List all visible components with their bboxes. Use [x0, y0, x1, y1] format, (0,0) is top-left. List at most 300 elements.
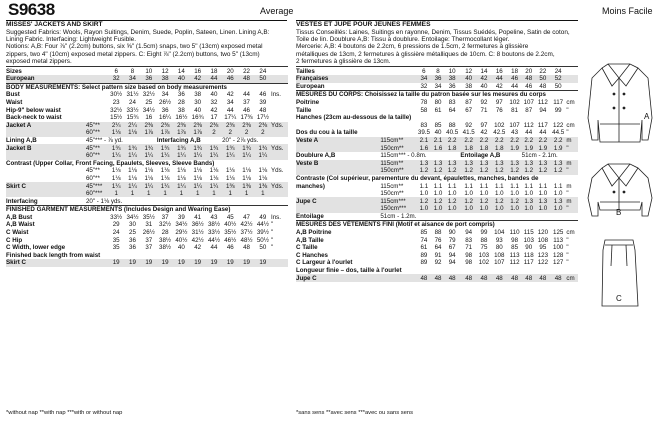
fr-longueur-row: [296, 274, 578, 282]
fr-veste-a-row-value: 1.6: [419, 144, 429, 152]
en-skirt-c-row: [6, 190, 288, 198]
fr-veste-a-row-width: 115cm**: [380, 136, 404, 144]
en-skirt-c-row-value: 1⅜: [258, 182, 268, 190]
en-finished-row-width: [86, 221, 108, 229]
fr-contraste-row-value: 1.0: [524, 190, 534, 198]
fr-veste-b-row-width: 150cm**: [380, 167, 404, 175]
en-body-row-width: [86, 106, 108, 114]
en-contrast-row-width: 45"**: [85, 167, 100, 175]
fr-finished-row-unit: ": [566, 244, 569, 252]
difficulty-en: Average: [260, 6, 294, 16]
fr-longueur-row-unit: cm: [566, 274, 575, 282]
fr-veste-b-row-label: [296, 167, 380, 175]
en-finished-row-width: [86, 229, 108, 237]
en-finished-row-width: [86, 236, 108, 244]
en-contrast-row-value: 1⅛: [258, 167, 268, 175]
fr-contraste-title: [296, 175, 578, 183]
en-european-row-value: 36: [145, 75, 153, 83]
en-jacket-a-row: [6, 129, 288, 137]
fr-jupe-c-row-value: 1.0: [553, 205, 563, 213]
en-finished-row-label: A,B Waist: [6, 221, 35, 229]
en-finished-row-value: 32½: [159, 221, 172, 229]
en-body-row: [6, 91, 288, 99]
fr-body-row: [296, 99, 578, 107]
fr-finished-row-value: 120: [537, 229, 549, 237]
fr-entoilage-row-label: Entoilage: [296, 212, 324, 220]
en-jacket-b-row-value: 1¼: [128, 152, 137, 160]
fr-veste-b-row-value: 1.3: [464, 159, 473, 167]
en-finished-row-label: C Hip: [6, 236, 23, 244]
fr-veste-a-row-value: 1.6: [433, 144, 443, 152]
en-jacket-a-row-label: Jacket A: [6, 121, 32, 129]
fr-contraste-row-value: 1.1: [447, 182, 457, 190]
en-european-row-value: 40: [177, 75, 185, 83]
view-c-label: C: [616, 294, 622, 303]
fr-body-row-value: 71: [480, 106, 488, 114]
fr-veste-a-row-value: 2.2: [538, 136, 548, 144]
en-european-row-value: 46: [226, 75, 234, 83]
en-jacket-b-row-label: Jacket B: [6, 144, 32, 152]
en-body-row-value: 46: [243, 106, 250, 114]
fr-contraste-row-value: 1.1: [479, 182, 489, 190]
en-lining-row-label: Lining A,B: [6, 136, 37, 144]
en-skirt-c-row-value: 1¼: [177, 182, 186, 190]
fr-contraste-row-width: 150cm**: [380, 190, 404, 198]
fr-finished-row-value: 108: [537, 236, 549, 244]
fr-finished-row-value: 94: [448, 259, 456, 267]
en-lining-row-value: 45"*** - ⅞ yd.: [85, 136, 123, 144]
en-skirt-c-row-value: 1: [147, 190, 151, 198]
fr-contraste-row-value: 1.0: [538, 190, 548, 198]
fr-european-row-value: 48: [539, 82, 547, 90]
fr-longueur-row-label: Jupe C: [296, 274, 317, 282]
en-body-row-width: [86, 114, 108, 122]
fr-finished-title: [296, 221, 578, 229]
fr-body-row-value: 81: [511, 106, 519, 114]
en-body-title: [6, 83, 288, 91]
en-skirt-c-row-width: 45"***: [85, 182, 103, 190]
fr-body-row-value: 87: [465, 98, 473, 106]
fr-european-row-value: 38: [465, 82, 473, 90]
fr-finished-row-unit: ": [566, 236, 569, 244]
fr-dos-row-value: 39.5: [417, 129, 430, 137]
en-european-row-value: 32: [112, 75, 120, 83]
en-jacket-b-row-value: 1¼: [177, 152, 186, 160]
en-body-row-value: 37: [243, 98, 250, 106]
fr-finished-row-value: 71: [465, 244, 473, 252]
fr-finished-title-text: MESURES DES VÊTEMENTS FINI (Motif et aisance de port compris): [296, 221, 495, 229]
en-finished-row-value: 35: [112, 244, 120, 252]
en-skirt-c-row-value: 1: [130, 190, 135, 198]
fr-veste-b-row-value: 1.3: [538, 159, 548, 167]
en-lining-row: [6, 137, 288, 145]
fr-francaises-row-value: 34: [420, 75, 428, 83]
fr-body-row-width: [380, 106, 415, 114]
en-jacket-a-row-unit: [271, 129, 288, 137]
fr-tailles-row-value: 22: [539, 67, 547, 75]
fr-contraste-row-value: 1.0: [479, 190, 489, 198]
fr-jupe-c-row-value: 1.0: [510, 205, 519, 213]
fr-jupe-c-row: [296, 197, 578, 205]
fr-veste-a-row-value: 2.2: [447, 136, 457, 144]
fr-finished-row-value: 89: [420, 259, 428, 267]
en-back-length-row-value: 19: [145, 259, 153, 267]
fr-contraste-row-value: 1.1: [419, 182, 429, 190]
en-finished-row-value: 37: [161, 213, 169, 221]
en-sizes-row-value: 14: [177, 67, 185, 75]
fr-jupe-c-row-value: 1.0: [538, 205, 548, 213]
en-finished-row-value: 42: [194, 244, 202, 252]
fr-veste-a-row-unit: ": [566, 144, 569, 152]
fr-finished-row-value: 123: [537, 251, 549, 259]
fr-body-row-value: 97: [495, 98, 503, 106]
fr-yardage-table: [296, 66, 578, 282]
en-finished-row-value: 29½: [175, 229, 188, 237]
en-jacket-b-row: [6, 152, 288, 160]
fr-veste-a-row-value: 1.9: [538, 144, 548, 152]
en-jacket-b-row-value: 1¼: [111, 152, 121, 160]
fr-veste-b-row-value: 1.2: [553, 167, 563, 175]
fr-body-row-value: 107: [523, 98, 534, 106]
en-skirt-c-row-value: 1: [244, 190, 249, 198]
fr-veste-b-row-value: 1.3: [553, 159, 563, 167]
fr-jupe-c-row-value: 1.2: [494, 197, 504, 205]
fr-contraste-row-value: 1.0: [419, 190, 429, 198]
fr-veste-b-row-value: 1.3: [433, 159, 443, 167]
fr-francaises-row-value: 50: [539, 75, 547, 83]
en-body-row-value: 39: [259, 98, 267, 106]
en-finished-row-value: 33½: [110, 213, 123, 221]
en-body-title-text: BODY MEASUREMENTS: Select pattern size based on body measurements: [6, 83, 227, 91]
fr-jupe-c-row-unit: m: [566, 197, 572, 205]
fr-finished-row-value: 91: [434, 251, 442, 259]
fr-body-row: [296, 106, 578, 114]
fr-veste-b-row: [296, 167, 578, 175]
en-finished-row-value: 34½: [175, 221, 188, 229]
fr-jupe-c-row-value: 1.2: [447, 197, 457, 205]
en-body-row-value: 23: [112, 98, 120, 106]
en-finished-row-value: 25: [129, 229, 136, 237]
en-jacket-a-row-unit: Yds.: [271, 121, 284, 129]
fr-fabrics: Tissus Conseillés: Laines, Suitings en rayonne, Denim, Tissus Suédés, Popeline, Satin de coton,: [296, 28, 570, 36]
en-skirt-c-row-value: 1¼: [111, 182, 121, 190]
en-body-row-value: 16¼: [159, 114, 172, 122]
fr-finished-row-value: 125: [553, 229, 564, 237]
fr-longueur-row-value: 48: [448, 274, 456, 282]
en-jacket-a-row-value: 2⅜: [225, 121, 235, 129]
en-sizes-row-value: 8: [130, 67, 135, 75]
en-body-row-unit: Ins.: [271, 91, 281, 99]
en-notions-3: exposed metal zippers.: [6, 58, 72, 66]
en-skirt-c-row-value: 1: [261, 190, 265, 198]
en-jacket-b-row-value: 1¼: [144, 152, 154, 160]
fr-contraste-row-value: 1.1: [524, 182, 534, 190]
fr-longueur-row-value: 48: [434, 274, 442, 282]
en-finished-row-label: C Waist: [6, 229, 29, 237]
en-body-row-value: 26½: [159, 98, 172, 106]
fr-francaises-row-value: 48: [525, 75, 533, 83]
en-jacket-a-row-value: 2: [228, 129, 232, 137]
en-european-row-width: [86, 75, 108, 83]
en-finished-row-value: 26½: [142, 229, 155, 237]
fr-veste-a-row-value: 2.2: [510, 136, 519, 144]
en-european-row-value: 34: [129, 75, 136, 83]
fr-contraste-row-value: 1.0: [553, 190, 563, 198]
fr-finished-row-value: 61: [420, 244, 428, 252]
fr-dos-row-width: [380, 129, 415, 137]
fr-finished-row-value: 94: [465, 229, 473, 237]
en-jacket-a-row-value: 2¼: [128, 121, 137, 129]
pattern-number: S9638: [8, 0, 55, 19]
en-body-row-value: 17: [210, 114, 218, 122]
en-contrast-row-width: 60"**: [85, 174, 100, 182]
fr-veste-a-row-value: 1.8: [494, 144, 504, 152]
en-finished-row: [6, 221, 288, 229]
fr-finished-row-value: 90: [525, 244, 533, 252]
en-finished-row-unit: ": [271, 229, 274, 237]
fr-finished-row-label: C Taille: [296, 244, 318, 252]
en-jacket-b-row-width: 45"**: [85, 144, 100, 152]
fr-finished-row-value: 110: [509, 229, 520, 237]
fr-veste-b-row-label: Veste B: [296, 159, 319, 167]
fr-fabrics-2: Toile de lin. Doublure A,B: Tissu à doublure. Entoilage: Thermocollant léger.: [296, 35, 510, 43]
fr-veste-a-row-label: [296, 144, 380, 152]
en-jacket-a-row-value: 1⅞: [144, 129, 154, 137]
fr-dos-row-value: 42.5: [493, 129, 506, 137]
fr-veste-b-row-value: 1.3: [419, 159, 429, 167]
fr-entoilage-row-value-2: [522, 213, 578, 221]
en-jacket-a-row-value: 2: [212, 129, 216, 137]
en-finished-row-value: 36½: [191, 221, 204, 229]
en-finished-row: [6, 244, 288, 252]
fr-european-row-value: 36: [448, 82, 456, 90]
fr-dos-row: [296, 129, 578, 137]
fr-notions: Mercerie: A,B: 4 boutons de 2.2cm, 6 pressions de 1.5cm, 2 fermetures à glissière: [296, 43, 529, 51]
en-contrast-row-value: 1⅛: [209, 167, 219, 175]
en-body-row-value: 36: [177, 91, 185, 99]
en-body-row-unit: [271, 114, 288, 122]
fr-contraste-row-value: 1.1: [494, 182, 504, 190]
fr-notions-2: métalliques de 13cm, 2 fermetures à glissière métalliques de 10cm. C: 8 boutons de 2.2cm,: [296, 50, 555, 58]
fr-veste-b-row-value: 1.2: [419, 167, 429, 175]
fr-longueur-row-value: 48: [480, 274, 488, 282]
fr-body-row-label: Poitrine: [296, 98, 320, 106]
en-contrast-row-value: 1⅛: [177, 167, 186, 175]
fr-veste-a-row-value: 1.9: [524, 144, 534, 152]
en-finished-row-value: 28: [161, 229, 169, 237]
en-finished-row-value: 50: [259, 244, 267, 252]
fr-dos-row-value: 40: [434, 129, 442, 137]
fr-body-row-unit: ": [566, 106, 569, 114]
fr-francaises-row-value: 44: [495, 75, 503, 83]
fr-veste-b-row-value: 1.3: [479, 159, 489, 167]
en-body-row-value: 40: [210, 91, 218, 99]
fr-finished-row-value: 67: [448, 244, 456, 252]
en-jacket-a-row-value: 1⅞: [160, 129, 170, 137]
fr-tailles-row-unit: [566, 67, 578, 75]
fr-finished-row-value: 94: [448, 251, 456, 259]
english-column: [6, 21, 288, 267]
en-finished-row-value: 40: [177, 244, 185, 252]
fr-finished-row-width: [380, 229, 415, 237]
fr-dos-row-value: 44: [539, 129, 547, 137]
fr-contraste-row-label: [296, 190, 380, 198]
en-interfacing-row-value-2: [222, 197, 288, 205]
en-finished-row-value: 42½: [240, 221, 253, 229]
en-jacket-b-row-value: 1¼: [193, 152, 202, 160]
fr-hanches-row-value: 102: [494, 121, 505, 129]
fr-jupe-c-row-unit: ": [566, 205, 569, 213]
en-body-row-width: [86, 99, 108, 107]
fr-veste-b-row-value: 1.2: [494, 167, 504, 175]
en-european-row-value: 38: [161, 75, 169, 83]
en-finished-row-value: 41: [194, 213, 202, 221]
en-jacket-a-row-value: 2⅜: [193, 121, 202, 129]
en-skirt-c-row-value: 1: [228, 190, 232, 198]
en-skirt-c-row-value: 1: [212, 190, 216, 198]
en-back-length-row-value: 19: [226, 259, 234, 267]
en-jacket-a-row-value: 1⅞: [193, 129, 202, 137]
en-jacket-b-row-value: 1¼: [258, 152, 268, 160]
fr-finished-row-label: A,B Poitrine: [296, 229, 332, 237]
fr-contraste-row-width: 115cm**: [380, 182, 404, 190]
en-body-row-value: 34½: [142, 106, 155, 114]
fr-longueur-title: [296, 267, 578, 275]
en-sizes-row-value: 24: [259, 67, 267, 75]
en-finished-row: [6, 229, 288, 237]
en-body-row-value: 17¼: [224, 114, 237, 122]
fr-finished-row-width: [380, 252, 415, 260]
difficulty-fr: Moins Facile: [602, 6, 653, 16]
en-finished-row-value: 49: [259, 213, 267, 221]
fr-jupe-c-row: [296, 205, 578, 213]
en-finished-row-value: 50½: [256, 236, 269, 244]
fr-finished-row-value: 103: [523, 236, 534, 244]
en-finished-row-unit: ": [271, 221, 274, 229]
fr-dos-row-value: 43: [511, 129, 519, 137]
fr-body-row-label: Taille: [296, 106, 312, 114]
fr-veste-a-row-value: 2.2: [553, 136, 563, 144]
fr-hanches-row-unit: cm: [566, 121, 575, 129]
fr-contraste-title-text: Contraste (Col supérieur, parementure du devant, épaulettes, manches, bandes de: [296, 174, 539, 182]
fr-finished-row-value: 108: [494, 251, 505, 259]
fr-finished-row-width: [380, 244, 415, 252]
en-contrast-row-value: 1⅛: [209, 174, 219, 182]
fr-tailles-row-value: 20: [525, 67, 533, 75]
fr-finished-row-value: 117: [523, 259, 534, 267]
en-finished-row-value: 35½: [142, 213, 155, 221]
fr-finished-row-value: 112: [509, 259, 520, 267]
en-jacket-b-row-value: 1¼: [225, 152, 235, 160]
en-jacket-a-row-value: 2⅜: [177, 121, 186, 129]
fr-hanches-row-label: [296, 122, 380, 130]
en-finished-row-width: [86, 244, 108, 252]
fr-entoilage-row-value: 51cm - 1.2m.: [380, 212, 417, 220]
fr-footnote: *sans sens **avec sens ***avec ou sans sens: [296, 410, 413, 416]
en-interfacing-row: [6, 197, 288, 205]
en-skirt-c-row-value: 1⅜: [225, 182, 235, 190]
fr-body-row-unit: cm: [566, 98, 575, 106]
fr-veste-a-row-value: 2.1: [433, 136, 443, 144]
fr-veste-a-row-value: 2.1: [419, 136, 429, 144]
en-jacket-a-row-value: 2⅜: [160, 121, 170, 129]
fr-finished-row-value: 85: [420, 229, 428, 237]
fr-veste-a-row-value: 2.2: [464, 136, 473, 144]
en-finished-row-value: 48½: [240, 236, 253, 244]
fr-finished-row-value: 113: [509, 251, 520, 259]
en-footnote: *without nap **with nap ***with or without nap: [6, 410, 123, 416]
en-contrast-row-value: 1⅛: [144, 167, 154, 175]
en-finished-row-value: 33½: [207, 229, 220, 237]
en-finished-row: [6, 214, 288, 222]
fr-tailles-row-value: 10: [448, 67, 456, 75]
fr-francaises-row-value: 40: [465, 75, 473, 83]
fr-tailles-row-value: 14: [480, 67, 488, 75]
en-back-length-row-value: 19: [210, 259, 218, 267]
en-body-row-value: 28: [177, 98, 185, 106]
fr-hanches-row-value: 107: [509, 121, 520, 129]
fr-doublure-row-value: 115cm*** - 0.8m.: [380, 152, 427, 160]
fr-francaises-row-value: 42: [480, 75, 488, 83]
fr-finished-row: [296, 259, 578, 267]
en-jacket-b-row-value: 1¾: [193, 144, 202, 152]
fr-contraste-row: [296, 190, 578, 198]
fr-body-row-value: 112: [537, 98, 548, 106]
fr-finished-row-label: C Largeur à l'ourlet: [296, 259, 353, 267]
en-european-row-value: 42: [194, 75, 202, 83]
fr-finished-row-unit: ": [566, 251, 569, 259]
en-contrast-row-value: 1⅛: [128, 167, 137, 175]
en-european-row-label: European: [6, 75, 35, 83]
en-finished-row-value: 44: [210, 244, 218, 252]
fr-finished-row-value: 76: [434, 236, 442, 244]
en-body-row-value: 38: [177, 106, 185, 114]
en-finished-row-value: 31: [145, 221, 153, 229]
fr-european-row-value: 46: [525, 82, 533, 90]
fr-jupe-c-row-value: 1.2: [510, 197, 519, 205]
fr-finished-row-value: 102: [478, 259, 490, 267]
fr-jupe-c-row-value: 1.2: [464, 197, 473, 205]
en-body-row: [6, 106, 288, 114]
fr-veste-a-row-width: 150cm**: [380, 144, 404, 152]
en-finished-row-value: 36: [129, 244, 136, 252]
en-finished-row-unit: ": [271, 236, 274, 244]
en-contrast-row-value: 1⅛: [242, 167, 251, 175]
fr-veste-b-row-unit: m: [566, 159, 572, 167]
en-sizes-row-width: [86, 67, 108, 75]
en-finished-row-value: 44½: [256, 221, 269, 229]
fr-body-title: [296, 91, 578, 99]
en-jacket-b-row-unit: Yds.: [271, 144, 284, 152]
en-sizes-row-value: 18: [210, 67, 218, 75]
en-body-row-value: 16: [145, 114, 153, 122]
en-skirt-c-row-unit: Yds.: [271, 182, 284, 190]
en-contrast-row: [6, 175, 288, 183]
en-jacket-b-row-value: 1¾: [242, 144, 251, 152]
fr-hanches-title: [296, 114, 578, 122]
en-body-row-value: 16¾: [191, 114, 204, 122]
en-european-row-value: 50: [259, 75, 267, 83]
fr-tailles-row-width: [380, 67, 415, 75]
en-contrast-row-value: 1⅛: [177, 174, 186, 182]
en-skirt-c-row-value: 1¼: [160, 182, 170, 190]
fr-finished-row: [296, 244, 578, 252]
en-finished-row-label: C Width, lower edge: [6, 244, 66, 252]
en-finished-row-value: 39: [177, 213, 185, 221]
en-jacket-b-row-unit: [271, 152, 288, 160]
fr-veste-a-row-value: 1.8: [479, 144, 489, 152]
fr-jupe-c-row-width: 150cm***: [380, 205, 407, 213]
